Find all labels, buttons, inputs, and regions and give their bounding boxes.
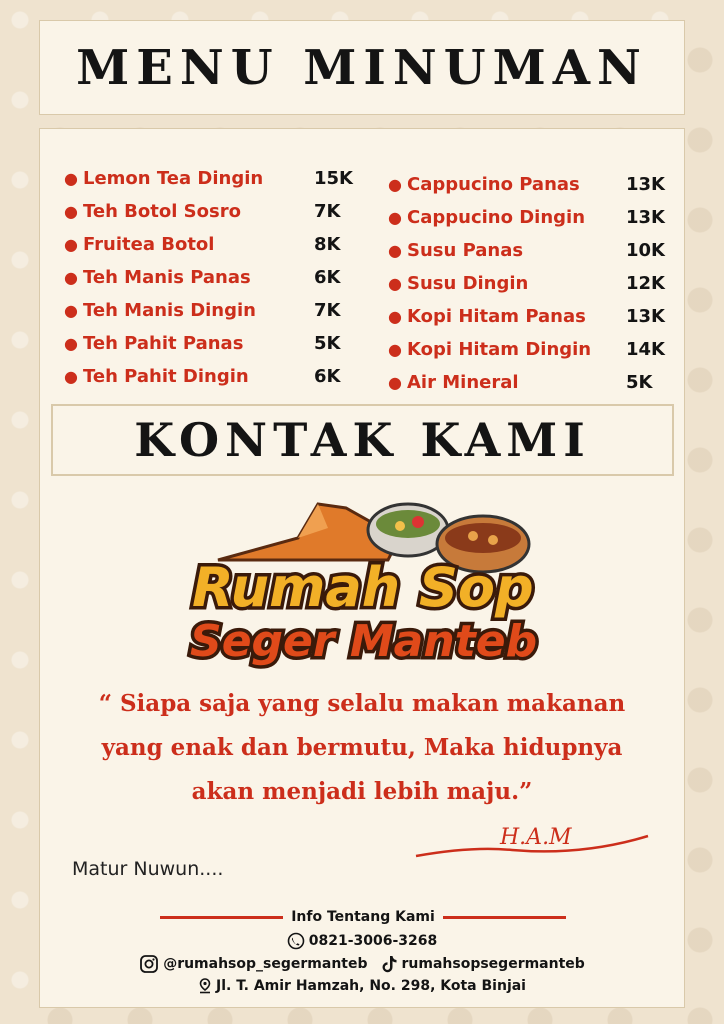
- quote-line: yang enak dan bermutu, Maka hidupnya: [101, 734, 623, 761]
- menu-column-left: [64, 162, 353, 393]
- menu-item-price: 15K: [314, 168, 353, 189]
- instagram-icon: [139, 954, 159, 974]
- phone-icon: [287, 932, 305, 950]
- menu-item-price: 8K: [314, 234, 341, 255]
- bullet-icon: ●: [64, 235, 78, 254]
- quote-line: “ Siapa saja yang selalu makan makanan: [98, 690, 626, 717]
- menu-item: [64, 162, 353, 195]
- menu-item: [64, 195, 353, 228]
- menu-item-name: Teh Manis Panas: [83, 267, 251, 288]
- thanks-text: Matur Nuwun....: [72, 858, 224, 880]
- menu-item: [388, 366, 665, 399]
- menu-item: [64, 327, 353, 360]
- menu-item-price: 5K: [626, 372, 653, 393]
- divider-line: [443, 916, 566, 919]
- menu-item-price: 10K: [626, 240, 665, 261]
- signature-text: H.A.M: [500, 825, 572, 850]
- menu-item-price: 12K: [626, 273, 665, 294]
- menu-item-name: Fruitea Botol: [83, 234, 215, 255]
- menu-item: [64, 360, 353, 393]
- phone-number[interactable]: 0821-3006-3268: [308, 933, 438, 949]
- menu-item-name: Cappucino Dingin: [407, 207, 586, 228]
- menu-item-name: Teh Pahit Dingin: [83, 366, 249, 387]
- info-header-text: Info Tentang Kami: [291, 909, 435, 925]
- bullet-icon: ●: [64, 268, 78, 287]
- tiktok-icon: [382, 955, 398, 973]
- menu-item-price: 13K: [626, 306, 665, 327]
- menu-item-price: 13K: [626, 207, 665, 228]
- bullet-icon: ●: [64, 202, 78, 221]
- bullet-icon: ●: [388, 208, 402, 227]
- menu-item-price: 7K: [314, 300, 341, 321]
- instagram-handle[interactable]: @rumahsop_segermanteb: [163, 956, 368, 972]
- menu-item-name: Susu Dingin: [407, 273, 529, 294]
- quote-line: akan menjadi lebih maju.”: [191, 778, 533, 805]
- menu-item: [64, 261, 353, 294]
- logo-text-line1: Rumah Sop: [192, 556, 534, 619]
- tiktok-handle[interactable]: rumahsopsegermanteb: [401, 956, 585, 972]
- menu-column-right: [388, 168, 665, 399]
- restaurant-logo: [178, 498, 548, 676]
- menu-item-name: Kopi Hitam Dingin: [407, 339, 592, 360]
- bullet-icon: ●: [64, 334, 78, 353]
- menu-item-name: Lemon Tea Dingin: [83, 168, 264, 189]
- menu-item-name: Air Mineral: [407, 372, 519, 393]
- bullet-icon: ●: [388, 175, 402, 194]
- quote-block: [80, 682, 644, 814]
- contact-title: KONTAK KAMI: [134, 413, 591, 467]
- menu-item: [388, 333, 665, 366]
- menu-item-price: 6K: [314, 366, 341, 387]
- bullet-icon: ●: [64, 367, 78, 386]
- address-row: [0, 976, 724, 996]
- menu-item-name: Teh Botol Sosro: [83, 201, 241, 222]
- signature: [412, 816, 652, 864]
- location-pin-icon: [198, 978, 212, 994]
- address-text: Jl. T. Amir Hamzah, No. 298, Kota Binjai: [216, 978, 526, 994]
- menu-item-name: Cappucino Panas: [407, 174, 580, 195]
- bullet-icon: ●: [64, 301, 78, 320]
- bullet-icon: ●: [388, 274, 402, 293]
- contact-banner: [51, 404, 674, 476]
- bullet-icon: ●: [64, 169, 78, 188]
- menu-item-name: Teh Pahit Panas: [83, 333, 244, 354]
- menu-item-name: Susu Panas: [407, 240, 524, 261]
- menu-item-price: 7K: [314, 201, 341, 222]
- bullet-icon: ●: [388, 373, 402, 392]
- menu-item: [388, 300, 665, 333]
- menu-item: [388, 201, 665, 234]
- logo-text-line2: Seger Manteb: [190, 616, 538, 667]
- divider-line: [160, 916, 283, 919]
- menu-item-name: Kopi Hitam Panas: [407, 306, 586, 327]
- social-row: [0, 953, 724, 975]
- menu-item: [64, 228, 353, 261]
- menu-item: [388, 168, 665, 201]
- menu-item-price: 5K: [314, 333, 341, 354]
- menu-item-price: 13K: [626, 174, 665, 195]
- title-banner: [39, 20, 685, 115]
- bullet-icon: ●: [388, 241, 402, 260]
- bullet-icon: ●: [388, 340, 402, 359]
- phone-row: [0, 931, 724, 951]
- logo-graphic: [178, 498, 548, 676]
- bullet-icon: ●: [388, 307, 402, 326]
- page-title: MENU MINUMAN: [76, 39, 648, 96]
- info-header: [160, 907, 566, 927]
- menu-item: [388, 267, 665, 300]
- menu-item-price: 14K: [626, 339, 665, 360]
- menu-item: [388, 234, 665, 267]
- menu-item-price: 6K: [314, 267, 341, 288]
- menu-item: [64, 294, 353, 327]
- menu-item-name: Teh Manis Dingin: [83, 300, 256, 321]
